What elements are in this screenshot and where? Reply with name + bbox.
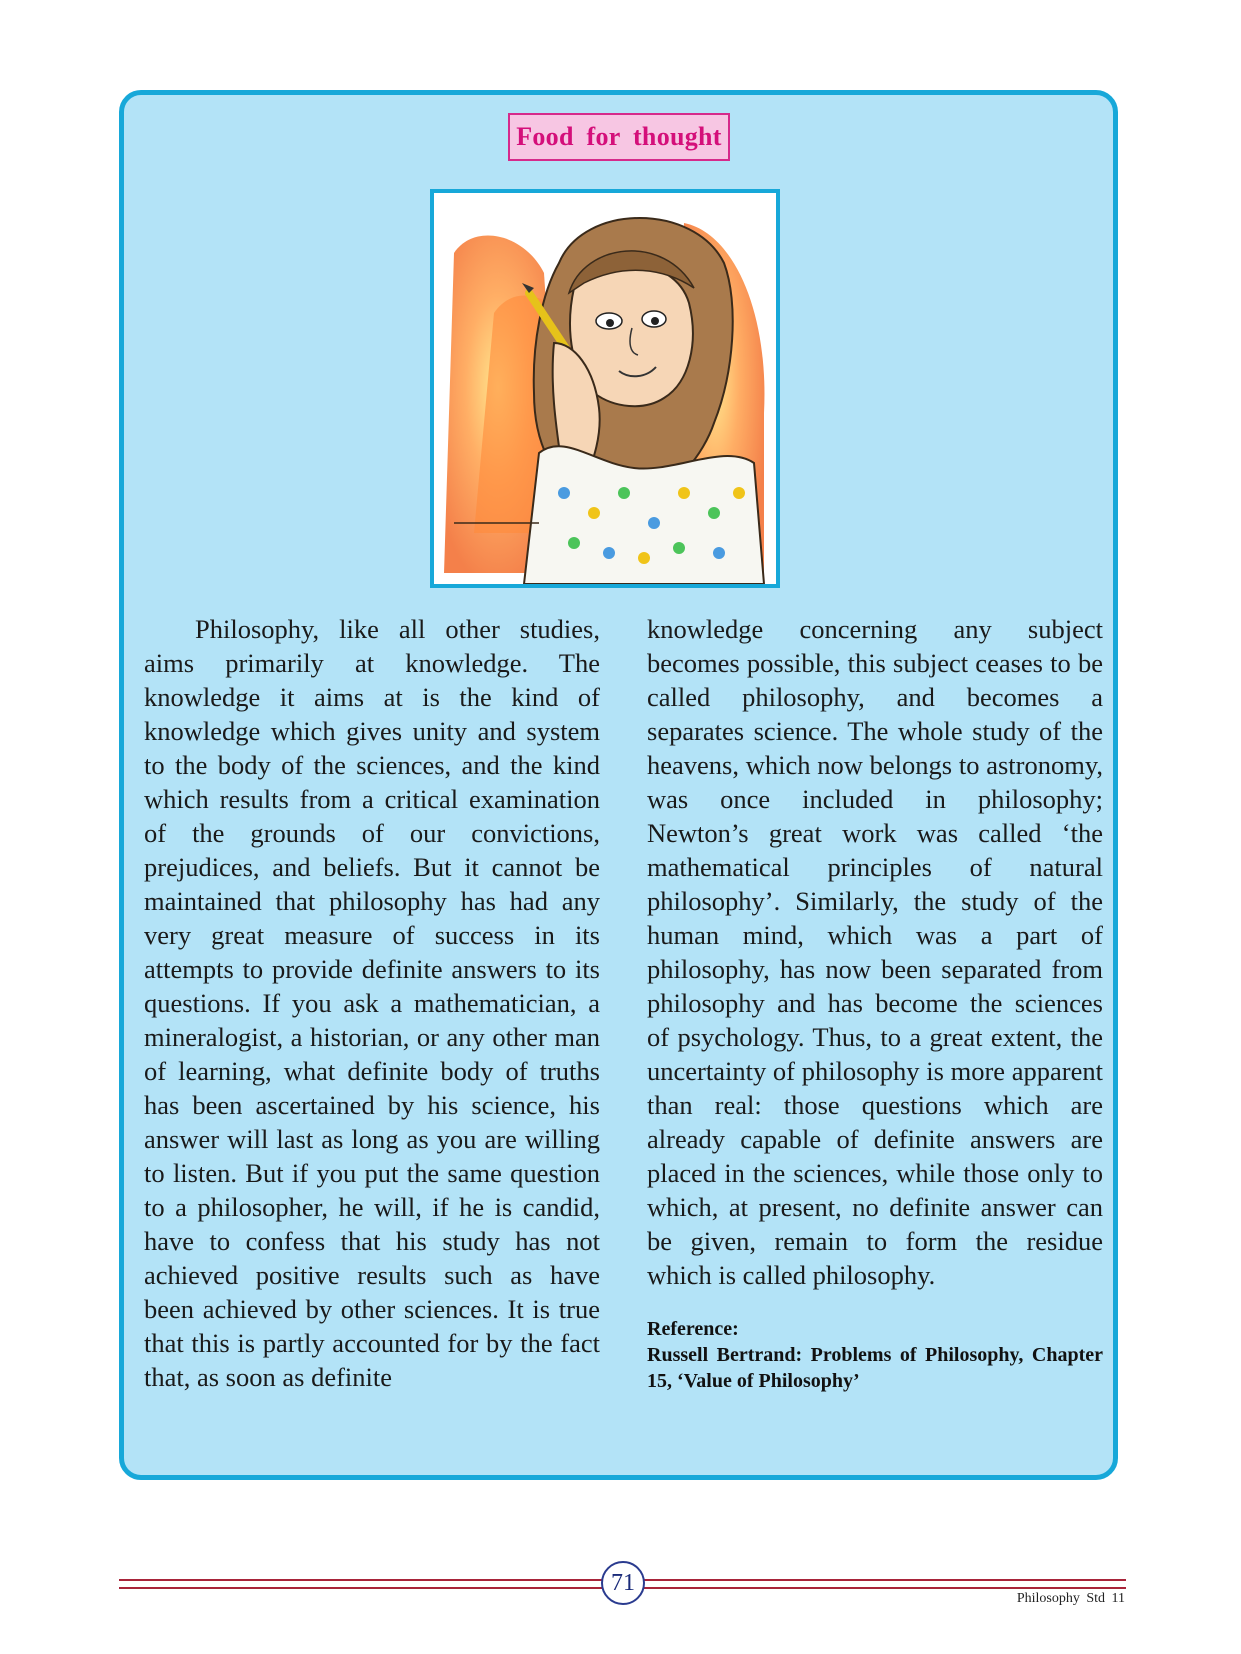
left-text-column	[144, 612, 600, 1394]
right-text-column	[647, 612, 1103, 1394]
heading-title: Food for thought	[516, 122, 722, 151]
page-number: 71	[601, 1561, 645, 1605]
reference-citation: Russell Bertrand: Problems of Philosophy, Chapter 15, ‘Value of Philosophy’	[647, 1344, 1103, 1392]
reference-block	[647, 1316, 1103, 1394]
body-paragraph-left: Philosophy, like all other studies, aims primarily at knowledge. The knowledge it aims at is the kind of knowledge which gives unity and system to the body of the sciences, and the kind which results from a critical examination of the grounds of our convictions, prejudices, and beliefs. But it cannot be maintained that philosophy has had any very great measure of success in its attempts to provide definite answers to its questions. If you ask a mathematician, a mineralogist, a historian, or any other man of learning, what definite body of truths has been ascertained by his science, his answer will last as long as you are willing to listen. But if you put the same question to a philosopher, he will, if he is candid, have to confess that his study has not achieved positive results such as have been achieved by other sciences. It is true that this is partly accounted for by the fact that, as soon as definite	[144, 614, 600, 1392]
footer-book-title: Philosophy Std 11	[1016, 1591, 1125, 1606]
reference-label: Reference:	[647, 1318, 739, 1340]
heading-box	[508, 113, 730, 161]
thinking-woman-illustration	[434, 193, 776, 584]
body-paragraph-right: knowledge concerning any subject becomes possible, this subject ceases to be called philosophy, and becomes a separates science. The whole study of the heavens, which now belongs to astronomy, was once included in philosophy; Newton’s great work was called ‘the mathematical principles of natural philosophy’. Similarly, the study of the human mind, which was a part of philosophy, has now been separated from philosophy and has become the sciences of psychology. Thus, to a great extent, the uncertainty of philosophy is more apparent than real: those questions which are already capable of definite answers are placed in the sciences, while those only to which, at present, no definite answer can be given, remain to form the residue which is called philosophy.	[647, 614, 1103, 1290]
illustration	[430, 189, 780, 588]
